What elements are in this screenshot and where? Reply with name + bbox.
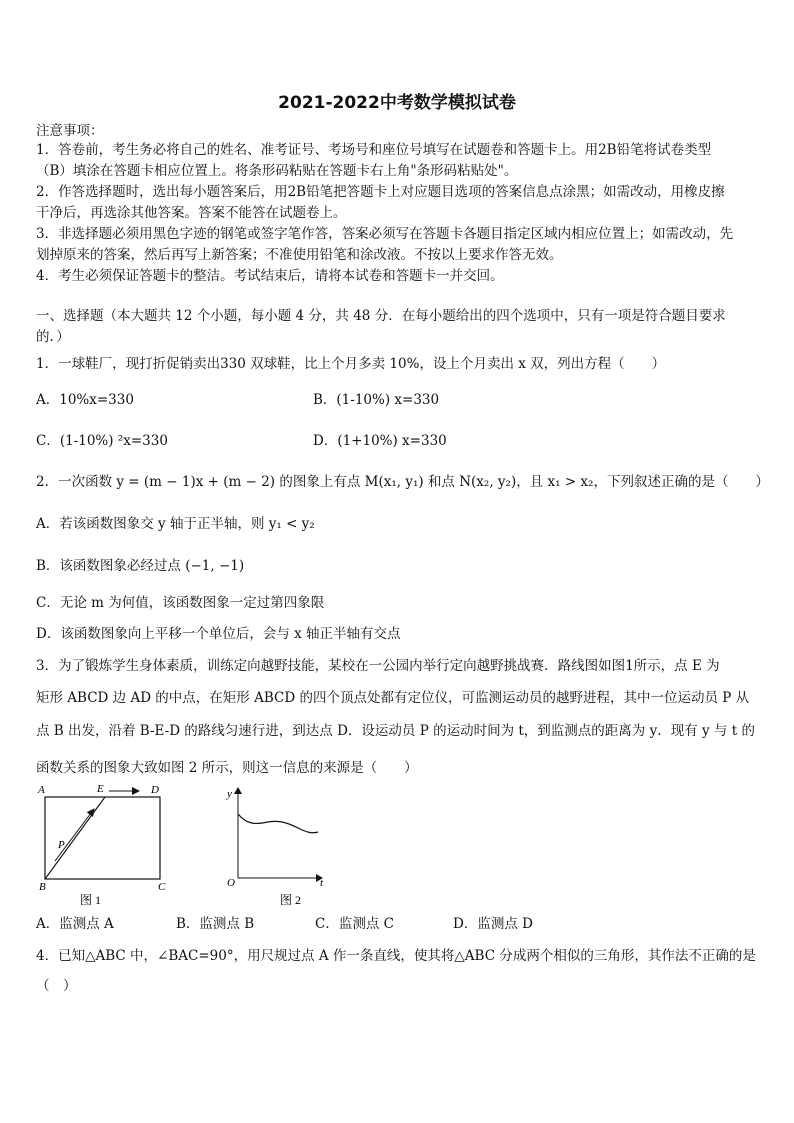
q2-option-a: A．若该函数图象交 y 轴于正半轴，则 y₁ < y₂ — [36, 516, 315, 532]
q2-option-b: B．该函数图象必经过点 (−1, −1) — [36, 558, 245, 574]
figure-1-caption: 图 1 — [80, 893, 102, 907]
fig1-label-e: E — [97, 783, 104, 795]
notice-line: 1．答卷前，考生务必将自己的姓名、准考证号、考场号和座位号填写在试题卷和答题卡上。用2B铅笔将试卷类型 — [36, 142, 712, 158]
q1-option-b: B．(1-10%) x=330 — [313, 392, 440, 408]
question-2-stem: 2．一次函数 y = (m − 1)x + (m − 2) 的图象上有点 M(x₁, y₁) 和点 N(x₂, y₂)，且 x₁ > x₂，下列叙述正确的是（ ） — [36, 474, 769, 490]
notice-line: 3．非选择题必须用黑色字迹的钢笔或签字笔作答，答案必须写在答题卡各题目指定区域内相应位置上；如需改动，先 — [36, 226, 734, 242]
question-1-stem: 1．一球鞋厂，现打折促销卖出330 双球鞋，比上个月多卖 10%，设上个月卖出 x 双，列出方程（ ） — [36, 356, 666, 372]
fig1-label-a: A — [38, 784, 45, 796]
question-3-line: 点 B 出发，沿着 B-E-D 的路线匀速行进，到达点 D．设运动员 P 的运动时间为 t，到监测点的距离为 y．现有 y 与 t 的 — [36, 723, 755, 739]
notice-line: 划掉原来的答案，然后再写上新答案；不准使用铅笔和涂改液。不按以上要求作答无效。 — [36, 247, 563, 263]
page-title: 2021-2022中考数学模拟试卷 — [278, 93, 516, 113]
section-heading: 一、选择题（本大题共 12 个小题，每小题 4 分，共 48 分．在每小题给出的四个选项中，只有一项是符合题目要求 — [36, 308, 726, 324]
question-3-line: 函数关系的图象大致如图 2 所示，则这一信息的来源是（ ） — [36, 760, 418, 776]
q3-option-d: D．监测点 D — [453, 916, 533, 932]
q1-option-d: D．(1+10%) x=330 — [313, 433, 447, 449]
q3-option-a: A．监测点 A — [36, 916, 114, 932]
fig1-label-b: B — [39, 881, 46, 893]
fig1-label-p: P — [58, 839, 65, 851]
notice-heading: 注意事项： — [36, 123, 104, 139]
fig1-label-d: D — [151, 784, 159, 796]
q3-option-c: C．监测点 C — [315, 916, 394, 932]
fig2-label-o: O — [227, 877, 235, 889]
q2-option-c: C．无论 m 为何值，该函数图象一定过第四象限 — [36, 595, 325, 611]
fig1-label-c: C — [158, 881, 166, 893]
question-4-line: 4．已知△ABC 中，∠BAC=90°，用尺规过点 A 作一条直线，使其将△ABC 分成两个相似的三角形，其作法不正确的是 — [36, 948, 756, 964]
q1-option-c: C．(1-10%) ²x=330 — [36, 433, 168, 449]
q1-option-a: A．10%x=330 — [36, 392, 134, 408]
section-heading-cont: 的．） — [36, 329, 70, 345]
figure-2-caption: 图 2 — [280, 893, 302, 907]
figure-1-rectangle-route — [34, 780, 184, 908]
fig2-label-t: t — [320, 877, 324, 889]
notice-line: 2．作答选择题时，选出每小题答案后，用2B铅笔把答题卡上对应题目选项的答案信息点涂黑；如需改动，用橡皮擦 — [36, 184, 725, 200]
question-3-line: 矩形 ABCD 边 AD 的中点，在矩形 ABCD 的四个顶点处都有定位仪，可监测运动员的越野进程，其中一位运动员 P 从 — [36, 690, 750, 706]
notice-line: 干净后，再选涂其他答案。答案不能答在试题卷上。 — [36, 205, 347, 221]
question-4-line: （ ） — [36, 978, 77, 994]
figure-2-graph — [222, 780, 332, 908]
question-3-line: 3．为了锻炼学生身体素质，训练定向越野技能，某校在一公园内举行定向越野挑战赛．路线图如图1所示，点 E 为 — [36, 658, 720, 674]
q2-option-d: D．该函数图象向上平移一个单位后，会与 x 轴正半轴有交点 — [36, 626, 401, 642]
notice-line: 4．考生必须保证答题卡的整洁。考试结束后，请将本试卷和答题卡一并交回。 — [36, 268, 504, 284]
q3-option-b: B．监测点 B — [176, 916, 255, 932]
notice-line: （B）填涂在答题卡相应位置上。将条形码粘贴在答题卡右上角"条形码粘贴处"。 — [36, 163, 518, 179]
fig2-label-y: y — [227, 788, 232, 800]
